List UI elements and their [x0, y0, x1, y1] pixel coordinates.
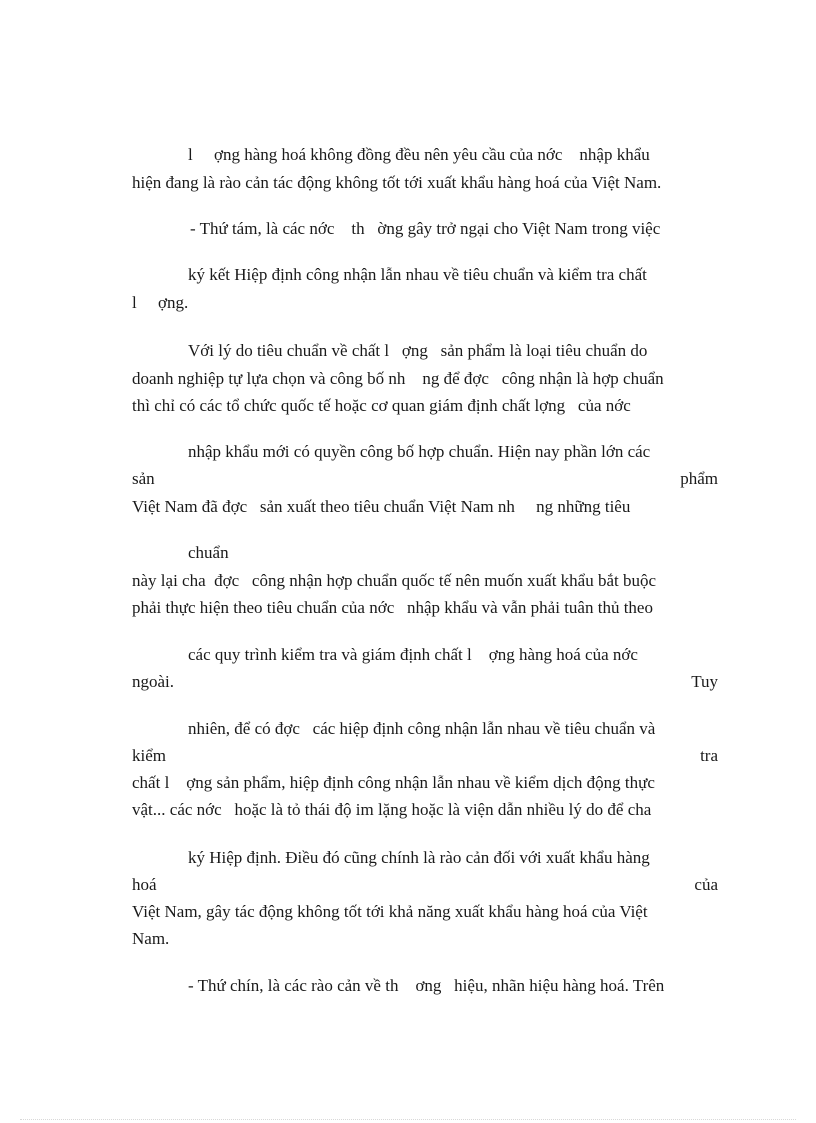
- text-line-split: [132, 746, 718, 766]
- text-line: doanh nghiệp tự lựa chọn và công bố nh ng để đợc công nhận là hợp chuẩn: [132, 369, 664, 388]
- text-line: Với lý do tiêu chuẩn về chất l ợng sản phẩm là loại tiêu chuẩn do: [188, 341, 648, 360]
- text-line: này lại cha đợc công nhận hợp chuẩn quốc tế nên muốn xuất khẩu bắt buộc: [132, 571, 657, 590]
- text-word: hoá: [132, 875, 157, 894]
- text-line: nhiên, để có đợc các hiệp định công nhận lẫn nhau về tiêu chuẩn và: [188, 719, 656, 738]
- text-word: tra: [700, 746, 718, 765]
- text-line: ký kết Hiệp định công nhận lẫn nhau về tiêu chuẩn và kiểm tra chất: [188, 265, 647, 284]
- text-word: sản: [132, 469, 155, 488]
- text-line: hiện đang là rào cản tác động không tốt tới xuất khẩu hàng hoá của Việt Nam.: [132, 173, 662, 192]
- text-word: ngoài.: [132, 672, 175, 691]
- text-line: phải thực hiện theo tiêu chuẩn của nớc nhập khẩu và vẫn phải tuân thủ theo: [132, 598, 653, 617]
- text-line-split: [132, 672, 718, 692]
- page-bottom-divider: [20, 1119, 796, 1120]
- text-line-split: [132, 875, 718, 895]
- text-line: l ợng.: [132, 293, 189, 312]
- text-word: kiểm: [132, 746, 166, 765]
- text-line: vật... các nớc hoặc là tỏ thái độ im lặng hoặc là viện dẫn nhiều lý do để cha: [132, 800, 652, 819]
- text-line: Việt Nam, gây tác động không tốt tới khả năng xuất khẩu hàng hoá của Việt: [132, 902, 648, 921]
- text-line: - Thứ tám, là các nớc th ờng gây trở ngại cho Việt Nam trong việc: [190, 219, 661, 238]
- text-line: ký Hiệp định. Điều đó cũng chính là rào cản đối với xuất khẩu hàng: [188, 848, 650, 867]
- text-line: l ợng hàng hoá không đồng đều nên yêu cầu của nớc nhập khẩu: [188, 145, 650, 164]
- text-line: chất l ợng sản phẩm, hiệp định công nhận lẫn nhau về kiểm dịch động thực: [132, 773, 655, 792]
- text-word: Tuy: [691, 672, 718, 691]
- text-line: - Thứ chín, là các rào cản về th ơng hiệu, nhãn hiệu hàng hoá. Trên: [188, 976, 665, 995]
- text-line: các quy trình kiểm tra và giám định chất l ợng hàng hoá của nớc: [188, 645, 638, 664]
- text-word: của: [694, 875, 718, 894]
- text-word: phẩm: [680, 469, 718, 488]
- text-line: Nam.: [132, 929, 170, 948]
- text-line: chuẩn: [188, 543, 229, 562]
- text-line-split: [132, 469, 718, 489]
- text-line: thì chỉ có các tổ chức quốc tế hoặc cơ quan giám định chất lợng của nớc: [132, 396, 631, 415]
- text-line: Việt Nam đã đợc sản xuất theo tiêu chuẩn Việt Nam nh ng những tiêu: [132, 497, 631, 516]
- text-line: nhập khẩu mới có quyền công bố hợp chuẩn. Hiện nay phần lớn các: [188, 442, 651, 461]
